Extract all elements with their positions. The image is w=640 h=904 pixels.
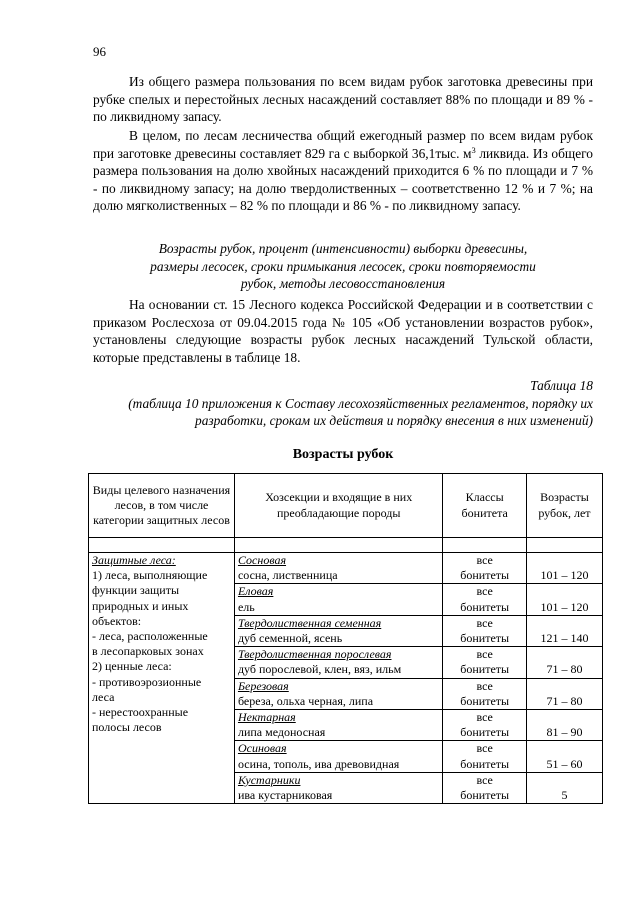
site-class-bottom: бонитеты <box>460 662 510 677</box>
species-list: липа медоносная <box>237 725 326 740</box>
section-caption-line: размеры лесосек, сроки примыкания лесосек, сроки повторяемости <box>150 258 536 274</box>
species-list: ель <box>237 599 255 614</box>
page-number: 96 <box>93 44 106 59</box>
site-class-top: все <box>476 553 493 567</box>
category-line: 1) леса, выполняющие <box>92 568 208 583</box>
cutting-age-cell: 101 – 120 <box>526 553 602 584</box>
species-list: сосна, лиственница <box>237 568 338 583</box>
section-cell <box>234 615 443 646</box>
section-name: Кустарники <box>237 772 301 787</box>
section-caption <box>93 240 593 293</box>
category-line: объектов: <box>92 613 142 628</box>
section-name: Березовая <box>237 678 289 693</box>
cutting-age-cell: 71 – 80 <box>526 678 602 709</box>
section-cell <box>234 647 443 678</box>
cutting-age-cell: 71 – 80 <box>526 647 602 678</box>
site-class-top: все <box>476 741 493 756</box>
cutting-age-cell: 5 <box>526 772 602 803</box>
cutting-age-table <box>88 473 603 804</box>
category-line: функции защиты <box>92 583 180 598</box>
header-ages: Возрасты рубок, лет <box>526 474 602 538</box>
site-class-top: все <box>476 678 493 693</box>
species-list: ива кустарниковая <box>237 788 333 803</box>
category-line: природных и иных <box>92 598 189 613</box>
section-cell <box>234 678 443 709</box>
table-reference <box>93 377 593 430</box>
header-sections: Хозсекции и входящие в них преобладающие породы <box>234 474 443 538</box>
cutting-age-cell: 101 – 120 <box>526 584 602 615</box>
site-class-cell <box>443 772 526 803</box>
species-list: дуб семенной, ясень <box>237 631 343 646</box>
section-cell <box>234 584 443 615</box>
header-purpose: Виды целевого назначения лесов, в том числе категории защитных лесов <box>89 474 235 538</box>
section-cell <box>234 710 443 741</box>
site-class-bottom: бонитеты <box>460 631 510 646</box>
cutting-age-cell: 121 – 140 <box>526 615 602 646</box>
section-cell <box>234 741 443 772</box>
category-line: леса <box>92 689 115 704</box>
table-label: Таблица 18 <box>530 378 593 393</box>
table-header-row <box>89 474 603 538</box>
category-line: в лесопарковых зонах <box>92 644 204 659</box>
paragraph-annual-volume-part1: В целом, по лесам лесничества общий ежегодный размер по всем видам рубок при заготовке древесины составляет 829 га с выборкой 36,1тыс. м <box>93 128 593 161</box>
paragraph-annual-volume-part2: ликвида. Из общего размера пользования на долю хвойных насаждений приходится 6 % по площади и 7 % - по ликвидному запасу; на долю твердолиственных – соответственно 12 % и 7 %; на долю мягколиственных – 82 % по площади и 86 % - по ликвидному запасу. <box>93 145 593 214</box>
section-caption-line: рубок, методы лесовосстановления <box>240 276 446 292</box>
category-line: - леса, расположенные <box>92 629 208 644</box>
section-name: Твердолиственная семенная <box>237 615 382 630</box>
site-class-cell <box>443 584 526 615</box>
section-name: Нектарная <box>237 710 296 725</box>
table-title: Возрасты рубок <box>292 447 394 462</box>
category-line: - нерестоохранные <box>92 705 189 720</box>
protective-forest-category <box>89 553 235 804</box>
table-note: (таблица 10 приложения к Составу лесохозяйственных регламентов, порядку их разработки, срокам их действия и порядку внесения в них изменений) <box>128 395 593 429</box>
site-class-bottom: бонитеты <box>460 788 510 803</box>
cutting-age-cell: 51 – 60 <box>526 741 602 772</box>
site-class-cell <box>443 741 526 772</box>
species-list: береза, ольха черная, липа <box>237 693 374 708</box>
section-cell <box>234 553 443 584</box>
site-class-cell <box>443 678 526 709</box>
category-line: полосы лесов <box>92 720 162 735</box>
table-spacer-row <box>89 538 603 553</box>
paragraph-annual-volume <box>93 127 593 215</box>
species-list: осина, тополь, ива древовидная <box>237 756 400 771</box>
table-row <box>89 553 603 584</box>
site-class-cell <box>443 710 526 741</box>
site-class-bottom: бонитеты <box>460 693 510 708</box>
site-class-top: все <box>476 647 493 662</box>
species-list: дуб порослевой, клен, вяз, ильм <box>237 662 402 677</box>
site-class-cell <box>443 615 526 646</box>
site-class-bottom: бонитеты <box>460 568 510 583</box>
section-cell <box>234 772 443 803</box>
site-class-bottom: бонитеты <box>460 725 510 740</box>
section-caption-line: Возрасты рубок, процент (интенсивности) выборки древесины, <box>158 241 528 256</box>
section-name: Твердолиственная порослевая <box>237 647 392 662</box>
site-class-top: все <box>476 615 493 630</box>
category-line: - противоэрозионные <box>92 674 202 689</box>
site-class-bottom: бонитеты <box>460 599 510 614</box>
header-classes: Классы бонитета <box>443 474 526 538</box>
paragraph-legal-basis: На основании ст. 15 Лесного кодекса Российской Федерации и в соответствии с приказом Рослесхоза от 09.04.2015 года № 105 «Об установлении возрастов рубок», установлены следующие возрасты рубок лесных насаждений Тульской области, которые представлены в таблице 18. <box>93 297 593 365</box>
unit-superscript: 3 <box>471 144 476 155</box>
site-class-top: все <box>476 772 493 787</box>
site-class-bottom: бонитеты <box>460 756 510 771</box>
category-title: Защитные леса: <box>92 553 176 567</box>
site-class-cell <box>443 647 526 678</box>
site-class-top: все <box>476 584 493 599</box>
site-class-top: все <box>476 710 493 725</box>
cutting-age-cell: 81 – 90 <box>526 710 602 741</box>
section-name: Еловая <box>237 584 274 599</box>
paragraph-harvest-share: Из общего размера пользования по всем видам рубок заготовка древесины при рубке спелых и перестойных лесных насаждений составляет 88% по площади и 89 % - по ликвидному запасу. <box>93 74 593 125</box>
site-class-cell <box>443 553 526 584</box>
section-name: Осиновая <box>237 741 287 756</box>
section-name: Сосновая <box>237 553 287 567</box>
category-line: 2) ценные леса: <box>92 659 172 674</box>
